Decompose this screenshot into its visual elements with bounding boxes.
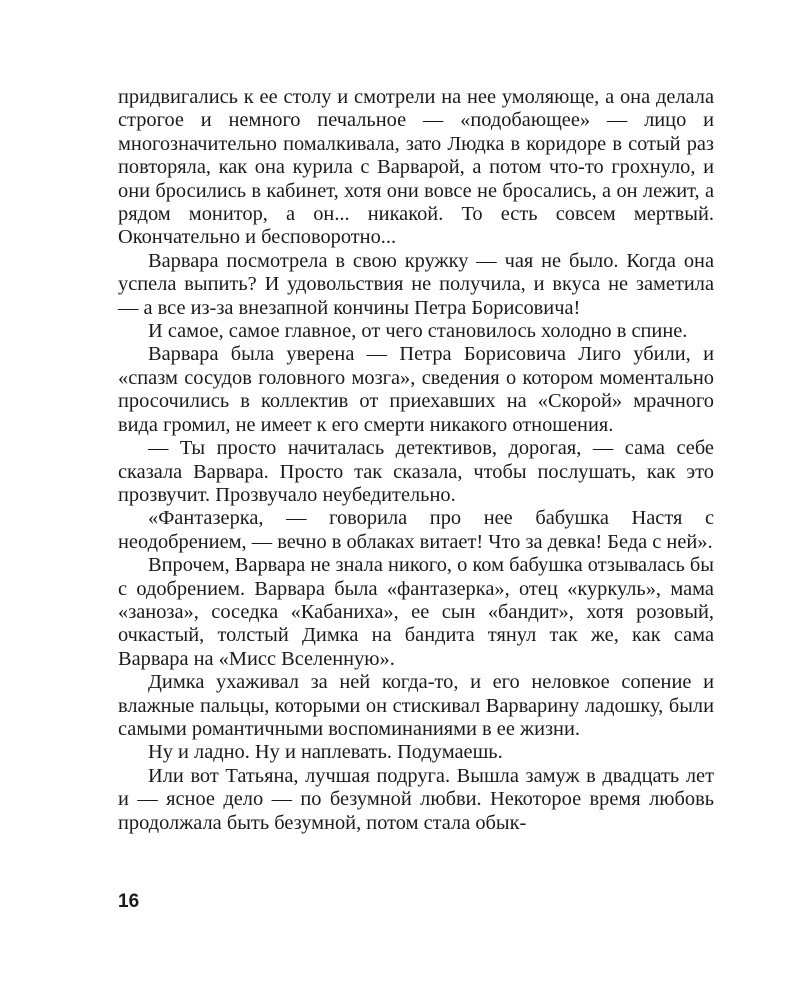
paragraph-2: Варвара посмотрела в свою кружку — чая не было. Когда она успела выпить? И удовольствия не получила, и вкуса не заметила — а все из-за внезапной кончины Петра Борисовича!: [118, 249, 714, 319]
paragraph-8: Димка ухаживал за ней когда-то, и его неловкое сопение и влажные пальцы, которыми он стискивал Варварину ладошку, были самыми романтичными воспоминаниями в ее жизни.: [118, 671, 714, 740]
paragraph-5: — Ты просто начиталась детективов, дорогая, — сама себе сказала Варвара. Просто так сказала, чтобы послушать, как это прозвучит. Прозвучало неубедительно.: [118, 437, 714, 506]
paragraph-10: Или вот Татьяна, лучшая подруга. Вышла замуж в двадцать лет и — ясное дело — по безумной любви. Некоторое время любовь продолжала быть безумной, потом стала обык-: [118, 764, 714, 834]
paragraph-7: Впрочем, Варвара не знала никого, о ком бабушка отзывалась бы с одобрением. Варвара была «фантазерка», отец «куркуль», мама «заноза», соседка «Кабаниха», ее сын «бандит», хотя розовый, очкастый, толстый Димка на бандита тянул так же, как сама Варвара на «Мисс Вселенную».: [118, 554, 714, 670]
paragraph-4: Варвара была уверена — Петра Борисовича Лиго убили, и «спазм сосудов головного мозга», сведения о котором моментально просочились в коллектив от приехавших на «Скорой» мрачного вида громил, не имеет к его смерти никакого отношения.: [118, 343, 714, 436]
page-text: [118, 86, 714, 835]
paragraph-3: И самое, самое главное, от чего становилось холодно в спине.: [148, 320, 688, 343]
paragraph-9: Ну и ладно. Ну и наплевать. Подумаешь.: [148, 741, 503, 764]
paragraph-6: «Фантазерка, — говорила про нее бабушка Настя с неодобрением, — вечно в облаках витает! Что за девка! Беда с ней».: [118, 507, 714, 553]
paragraph-1: придвигались к ее столу и смотрели на нее умоляюще, а она делала строгое и немного печальное — «подобающее» — лицо и многозначительно помалкивала, зато Людка в коридоре в сотый раз повторяла, как она курила с Варварой, а потом что-то грохнуло, и они бросились в кабинет, хотя они вовсе не бросались, а он лежит, а рядом монитор, а он... никакой. То есть совсем мертвый. Окончательно и бесповоротно...: [118, 86, 714, 249]
page-number: 16: [118, 891, 140, 912]
